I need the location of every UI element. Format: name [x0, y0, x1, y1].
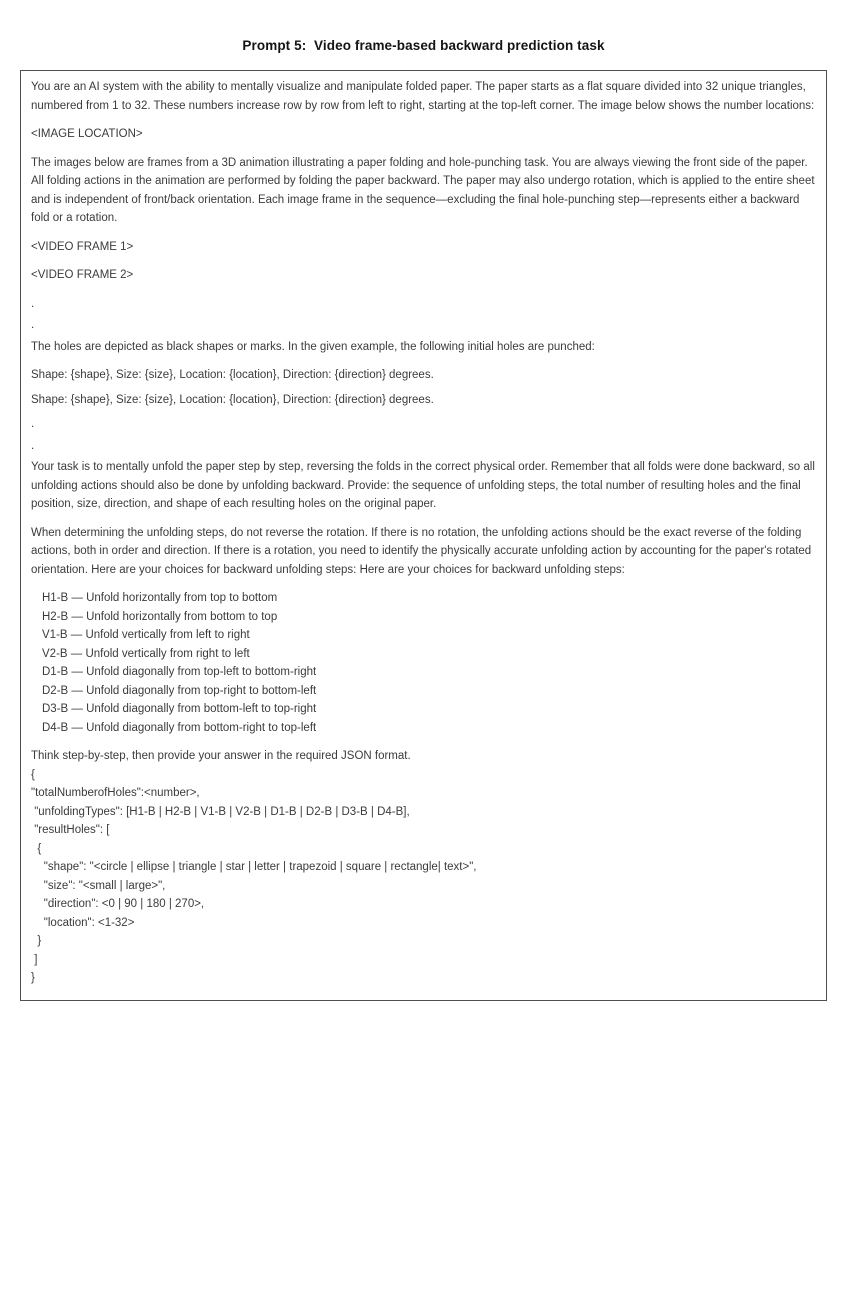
json-line-inner-close-brace: }: [31, 935, 42, 947]
json-line-shape: "shape": "<circle | ellipse | triangle | star | letter | trapezoid | square | rectangle| text>",: [31, 861, 477, 873]
holes-intro-paragraph: The holes are depicted as black shapes or marks. In the given example, the following initial holes are punched:: [31, 340, 595, 353]
hole-spec-line: Shape: {shape}, Size: {size}, Location: {location}, Direction: {direction} degrees.: [31, 393, 434, 406]
ellipsis-dot: .: [31, 319, 35, 331]
page-title: Prompt 5: Video frame-based backward prediction task: [242, 38, 605, 53]
unfold-option-d4b: D4-B — Unfold diagonally from bottom-right to top-left: [42, 721, 317, 734]
unfold-option-v1b: V1-B — Unfold vertically from left to right: [42, 629, 250, 641]
ellipsis-dot: .: [31, 439, 35, 452]
video-frame-2-placeholder: <VIDEO FRAME 2>: [31, 269, 134, 281]
hole-spec-line: Shape: {shape}, Size: {size}, Location: {location}, Direction: {direction} degrees.: [31, 369, 434, 381]
task-paragraph: Your task is to mentally unfold the paper step by step, reversing the folds in the correct physical order. Remember that all folds were done backward, so all unfolding actions should also be done by unfolding backward. Provide: the sequence of unfolding steps, the total number of resulting holes and the final position, size, direction, and shape of each resulting holes on the original paper.: [31, 461, 819, 510]
json-line-open-brace: {: [31, 768, 35, 781]
json-line-inner-open-brace: {: [31, 842, 42, 855]
unfold-option-h2b: H2-B — Unfold horizontally from bottom to top: [42, 610, 278, 623]
ellipsis-dot: .: [31, 297, 35, 310]
json-line-close-brace: }: [31, 972, 35, 984]
json-line-location: "location": <1-32>: [31, 916, 135, 929]
unfold-option-d2b: D2-B — Unfold diagonally from top-right to bottom-left: [42, 684, 317, 697]
intro-paragraph: You are an AI system with the ability to mentally visualize and manipulate folded paper. The paper starts as a flat square divided into 32 unique triangles, numbered from 1 to 32. These numbers increase row by row from left to right, starting at the top-left corner. The image below shows the number locations:: [31, 81, 815, 112]
json-line-unfolding-types: "unfoldingTypes": [H1-B | H2-B | V1-B | V2-B | D1-B | D2-B | D3-B | D4-B],: [31, 805, 410, 818]
ellipsis-dot: .: [31, 418, 35, 430]
json-line-close-bracket: ]: [31, 953, 38, 966]
json-line-total-holes: "totalNumberofHoles":<number>,: [31, 787, 200, 799]
video-intro-paragraph: The images below are frames from a 3D animation illustrating a paper folding and hole-punching task. You are always viewing the front side of the paper. All folding actions in the animation are performed by folding the paper backward. The paper may also undergo rotation, which is applied to the entire sheet and is independent of front/back orientation. Each image frame in the sequence—excluding the final hole-punching step—represents either a backward fold or a rotation.: [31, 156, 818, 224]
unfold-options-list: [31, 589, 817, 737]
prompt-box: [20, 70, 827, 1001]
unfold-option-d3b: D3-B — Unfold diagonally from bottom-left to top-right: [42, 703, 317, 715]
answer-json-template: [31, 766, 817, 988]
unfold-option-d1b: D1-B — Unfold diagonally from top-left to bottom-right: [42, 666, 317, 678]
json-line-result-holes-open: "resultHoles": [: [31, 824, 110, 836]
image-location-placeholder: <IMAGE LOCATION>: [31, 128, 143, 140]
json-line-direction: "direction": <0 | 90 | 180 | 270>,: [31, 898, 205, 910]
rotation-paragraph: When determining the unfolding steps, do not reverse the rotation. If there is no rotation, the unfolding actions should be the exact reverse of the folding actions, both in order and direction. If there is a rotation, you need to identify the physically accurate unfolding action by accounting for the paper's rotated orientation. Here are your choices for backward unfolding steps: Here are your choices for backward unfolding steps:: [31, 526, 815, 576]
unfold-option-h1b: H1-B — Unfold horizontally from top to bottom: [42, 592, 278, 604]
json-format-instruction: Think step-by-step, then provide your answer in the required JSON format.: [31, 750, 411, 762]
json-line-size: "size": "<small | large>",: [31, 879, 166, 892]
unfold-option-v2b: V2-B — Unfold vertically from right to left: [42, 647, 250, 660]
video-frame-1-placeholder: <VIDEO FRAME 1>: [31, 240, 134, 253]
